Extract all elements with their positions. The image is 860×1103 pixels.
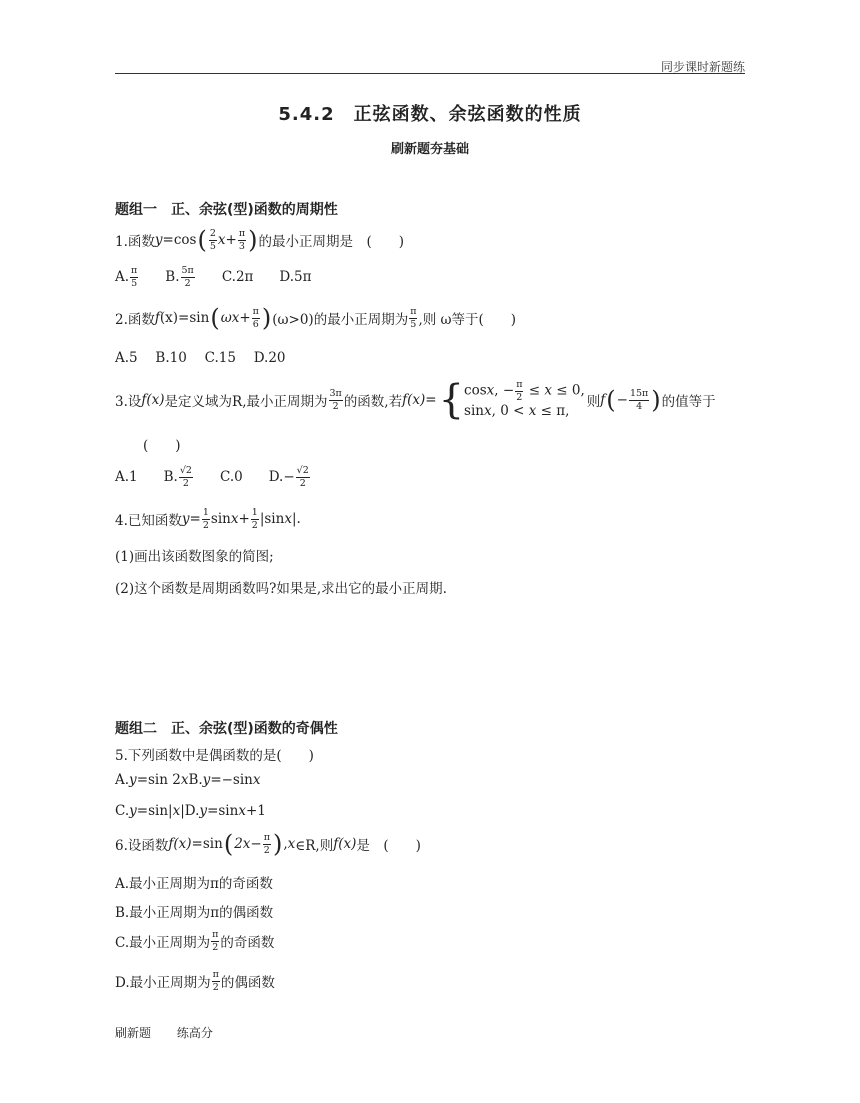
q4-prefix: 4.已知函数 [115,513,182,529]
q4-part-2: (2)这个函数是周期函数吗?如果是,求出它的最小正周期. [115,581,447,597]
q6-option-d: D.最小正周期为 $\frac{\pi}{2}$ 的偶函数 [115,969,275,993]
q3-mid: 是定义域为R,最小正周期为 [164,394,328,411]
q1-option-d: D.5π [279,269,312,285]
q5-options-cd: C. y =sin| x | D. y =sin x +1 [115,803,266,819]
question-3 [115,377,716,424]
question-1 [115,228,404,252]
q1-rparen: ) [248,226,258,254]
q3-case-2: sinx, 0 < x ≤ π, [464,403,570,419]
section-heading-1: 题组一 正、余弦(型)函数的周期性 [115,202,338,218]
q6-option-c: C.最小正周期为 $\frac{\pi}{2}$ 的奇函数 [115,929,275,953]
q2-prefix: 2.函数 [115,312,155,328]
q6-option-b: B.最小正周期为π的偶函数 [115,905,274,921]
header-rule [115,73,745,74]
q3-fraction-arg: $\frac{15\pi}{4}$ [629,388,649,412]
q2-fraction-period: $\frac{\pi}{5}$ [410,306,417,330]
q4-part-1: (1)画出该函数图象的简图; [115,549,274,565]
q4-y: y [181,511,190,527]
q3-option-c: C.0 [219,469,243,485]
q3-option-d-label: D.− [268,469,295,485]
q1-option-b-value: $\frac{5\pi}{2}$ [181,265,194,289]
question-4 [115,508,301,530]
q5-options-ab: A. y =sin 2 x B. y =−sin x [115,772,261,788]
q4-half-2: $\frac{1}{2}$ [251,507,258,531]
q3-neg-sign: − [616,392,628,409]
q3-lparen: ( [606,386,616,415]
q3-option-b-label: B. [163,469,178,485]
q3-fx2: f(x)= [402,392,437,409]
q2-condition: (ω>0)的最小正周期为 [272,312,409,328]
q3-option-d-value: $\frac{√2}{2}$ [296,465,309,489]
q2-x-paren: (x) [159,310,179,326]
q2-rparen: ) [261,304,272,332]
q2-plus: + [239,310,251,326]
q1-option-a-value: $\frac{\pi}{5}$ [131,265,138,289]
q1-option-a-label: A. [115,269,130,285]
q3-piecewise [438,377,585,424]
question-2 [115,306,516,330]
q3-option-b-value: $\frac{√2}{2}$ [179,465,192,489]
q3-mid2: 的函数,若 [343,394,403,411]
q4-abs: |sin [259,511,285,527]
q4-half-1: $\frac{1}{2}$ [202,507,209,531]
q1-options [115,266,312,288]
q1-cos: =cos [162,232,197,248]
header-series-label: 同步课时新题练 [660,60,745,74]
q2-options-text: A.5 B.10 C.15 D.20 [115,350,286,366]
q3-answer-paren: ( ) [143,438,181,454]
q2-suffix: ,则 ω等于( ) [418,312,517,328]
q3-fraction-period: $\frac{3\pi}{2}$ [329,388,342,412]
q3-options [115,466,311,488]
q3-brace: { [438,377,465,424]
page-footer [115,1024,213,1041]
q3-prefix: 3.设 [115,394,142,411]
q3-rparen: ) [651,386,661,415]
q4-abs-end: |. [291,511,301,527]
page-title: 5.4.2 正弦函数、余弦函数的性质 [278,104,582,125]
footer-right: 练高分 [176,1026,213,1040]
q1-option-b-label: B. [165,269,180,285]
q6-fraction-phase: $\frac{\pi}{2}$ [263,832,270,856]
q3-fx: f(x) [141,392,165,409]
question-5: 5.下列函数中是偶函数的是( ) [115,748,314,764]
q1-plus: + [225,232,237,248]
q2-f: f [154,310,160,326]
q1-lparen: ( [197,226,207,254]
q3-then: 则 [586,394,601,411]
q1-x: x [217,232,226,248]
footer-left: 刷新题 [115,1026,152,1040]
q2-lparen: ( [210,304,220,332]
q4-x2: x [284,511,292,527]
q3-case-1: cosx, − $\frac{\pi}{2}$ ≤ x ≤ 0, [464,379,585,403]
q4-plus: + [238,511,250,527]
q4-x: x [230,511,239,527]
q3-option-a: A.1 [115,469,138,485]
q6-option-a: A.最小正周期为π的奇函数 [115,876,273,892]
q2-omega-x: ωx [220,310,240,326]
q1-fraction-phase: $\frac{\pi}{3}$ [238,228,246,252]
q3-suffix: 的值等于 [661,394,716,411]
q1-suffix: 的最小正周期是 ( ) [258,234,404,250]
q2-sin: =sin [178,310,210,326]
section-heading-2: 题组二 正、余弦(型)函数的奇偶性 [115,721,338,737]
q1-fraction-coef: $\frac{2}{5}$ [209,228,216,252]
question-6: 6.设函数 f(x) =sin ( 2x− $\frac{\pi}{2}$ ) , x ∈R,则 f(x) 是 ( ) [115,830,421,858]
q4-sin: sin [210,511,231,527]
q3-f-eval: f [600,392,606,409]
q2-fraction-phase: $\frac{\pi}{6}$ [252,306,259,330]
q2-options [115,346,286,366]
q1-y: y [154,232,163,248]
q1-option-c: C.2π [221,269,254,285]
page-subtitle: 刷新题夯基础 [390,142,469,157]
q1-prefix: 1.函数 [115,234,155,250]
q4-eq: = [189,511,201,527]
